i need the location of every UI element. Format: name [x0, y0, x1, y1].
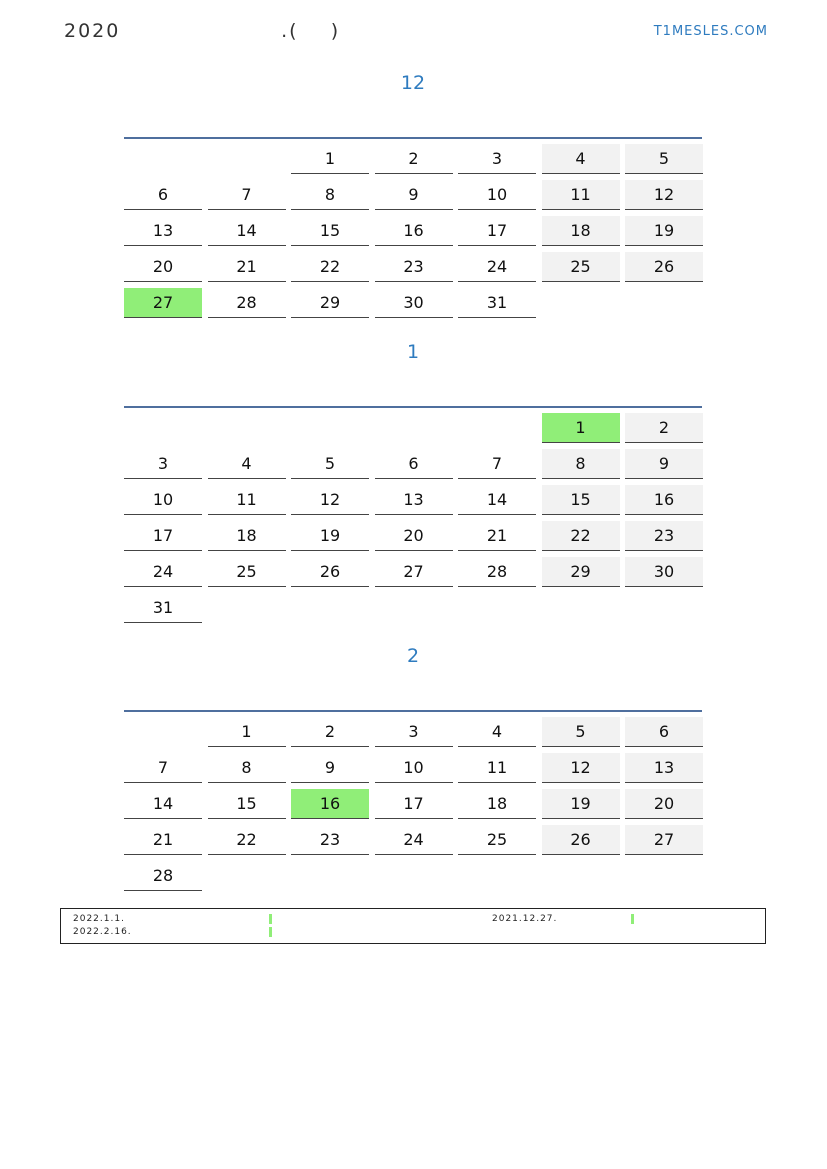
calendar-day: 3 — [124, 449, 202, 479]
holiday-color-swatch — [631, 914, 634, 924]
holiday-note: 2022.1.1. — [73, 914, 125, 924]
calendar-day: 23 — [291, 825, 369, 855]
calendar-day: 14 — [124, 789, 202, 819]
calendar-day: 21 — [124, 825, 202, 855]
calendar-day: 25 — [208, 557, 286, 587]
calendar-day: 12 — [291, 485, 369, 515]
calendar-day: 9 — [291, 753, 369, 783]
calendar-day: 31 — [458, 288, 536, 318]
calendar-day: 15 — [542, 485, 620, 515]
calendar-day: 9 — [625, 449, 703, 479]
calendar-day: 27 — [124, 288, 202, 318]
calendar-day: 5 — [625, 144, 703, 174]
calendar-day: 8 — [208, 753, 286, 783]
calendar-day: 22 — [542, 521, 620, 551]
calendar-day: 28 — [124, 861, 202, 891]
calendar-day: 19 — [542, 789, 620, 819]
calendar-day: 21 — [458, 521, 536, 551]
calendar-day: 20 — [124, 252, 202, 282]
calendar-day: 3 — [458, 144, 536, 174]
calendar-day: 21 — [208, 252, 286, 282]
calendar-day: 27 — [625, 825, 703, 855]
calendar-day: 6 — [124, 180, 202, 210]
calendar-day: 4 — [542, 144, 620, 174]
calendar-day: 29 — [542, 557, 620, 587]
calendar-day: 10 — [458, 180, 536, 210]
holiday-color-swatch — [269, 914, 272, 924]
calendar-day: 13 — [625, 753, 703, 783]
site-logo[interactable]: T1MESLES.COM — [653, 24, 768, 39]
calendar-day: 12 — [542, 753, 620, 783]
calendar-day: 13 — [124, 216, 202, 246]
calendar-day: 2 — [625, 413, 703, 443]
calendar-day: 1 — [291, 144, 369, 174]
calendar-day: 26 — [625, 252, 703, 282]
calendar-day: 11 — [208, 485, 286, 515]
holiday-note: 2022.2.16. — [73, 927, 132, 937]
calendar-day: 24 — [458, 252, 536, 282]
calendar-day: 18 — [208, 521, 286, 551]
calendar-day: 1 — [208, 717, 286, 747]
calendar-day: 22 — [208, 825, 286, 855]
holiday-notes-box — [60, 908, 766, 944]
calendar-day: 8 — [291, 180, 369, 210]
month-rule — [124, 406, 702, 408]
month-title-january: 1 — [406, 341, 420, 363]
calendar-day: 26 — [291, 557, 369, 587]
calendar-day: 23 — [375, 252, 453, 282]
calendar-day: 18 — [458, 789, 536, 819]
calendar-day: 7 — [208, 180, 286, 210]
calendar-day: 31 — [124, 593, 202, 623]
calendar-day: 12 — [625, 180, 703, 210]
calendar-day: 13 — [375, 485, 453, 515]
calendar-day: 14 — [208, 216, 286, 246]
calendar-day: 10 — [375, 753, 453, 783]
calendar-day: 19 — [291, 521, 369, 551]
calendar-day: 1 — [542, 413, 620, 443]
calendar-day: 14 — [458, 485, 536, 515]
calendar-day: 17 — [458, 216, 536, 246]
page-title: 2020 .( ) — [64, 20, 341, 42]
calendar-day: 7 — [458, 449, 536, 479]
month-title-december: 12 — [400, 72, 426, 94]
calendar-day: 11 — [542, 180, 620, 210]
calendar-day: 11 — [458, 753, 536, 783]
calendar-day: 27 — [375, 557, 453, 587]
calendar-day: 24 — [375, 825, 453, 855]
calendar-day: 3 — [375, 717, 453, 747]
calendar-day: 30 — [625, 557, 703, 587]
calendar-day: 6 — [625, 717, 703, 747]
calendar-day: 17 — [124, 521, 202, 551]
calendar-day: 18 — [542, 216, 620, 246]
calendar-day: 5 — [291, 449, 369, 479]
calendar-day: 20 — [375, 521, 453, 551]
calendar-day: 20 — [625, 789, 703, 819]
calendar-day: 22 — [291, 252, 369, 282]
calendar-day: 2 — [375, 144, 453, 174]
month-rule — [124, 137, 702, 139]
calendar-day: 19 — [625, 216, 703, 246]
calendar-day: 15 — [208, 789, 286, 819]
calendar-day: 10 — [124, 485, 202, 515]
calendar-day: 16 — [291, 789, 369, 819]
calendar-day: 23 — [625, 521, 703, 551]
calendar-day: 25 — [458, 825, 536, 855]
calendar-day: 9 — [375, 180, 453, 210]
calendar-day: 8 — [542, 449, 620, 479]
month-title-february: 2 — [406, 645, 420, 667]
calendar-day: 7 — [124, 753, 202, 783]
calendar-day: 16 — [375, 216, 453, 246]
calendar-day: 4 — [208, 449, 286, 479]
calendar-day: 16 — [625, 485, 703, 515]
calendar-day: 30 — [375, 288, 453, 318]
calendar-day: 5 — [542, 717, 620, 747]
calendar-day: 4 — [458, 717, 536, 747]
calendar-day: 26 — [542, 825, 620, 855]
calendar-day: 17 — [375, 789, 453, 819]
holiday-note: 2021.12.27. — [492, 914, 558, 924]
month-rule — [124, 710, 702, 712]
calendar-day: 2 — [291, 717, 369, 747]
calendar-day: 28 — [458, 557, 536, 587]
calendar-day: 28 — [208, 288, 286, 318]
calendar-day: 15 — [291, 216, 369, 246]
calendar-day: 29 — [291, 288, 369, 318]
calendar-day: 24 — [124, 557, 202, 587]
holiday-color-swatch — [269, 927, 272, 937]
calendar-day: 6 — [375, 449, 453, 479]
calendar-day: 25 — [542, 252, 620, 282]
